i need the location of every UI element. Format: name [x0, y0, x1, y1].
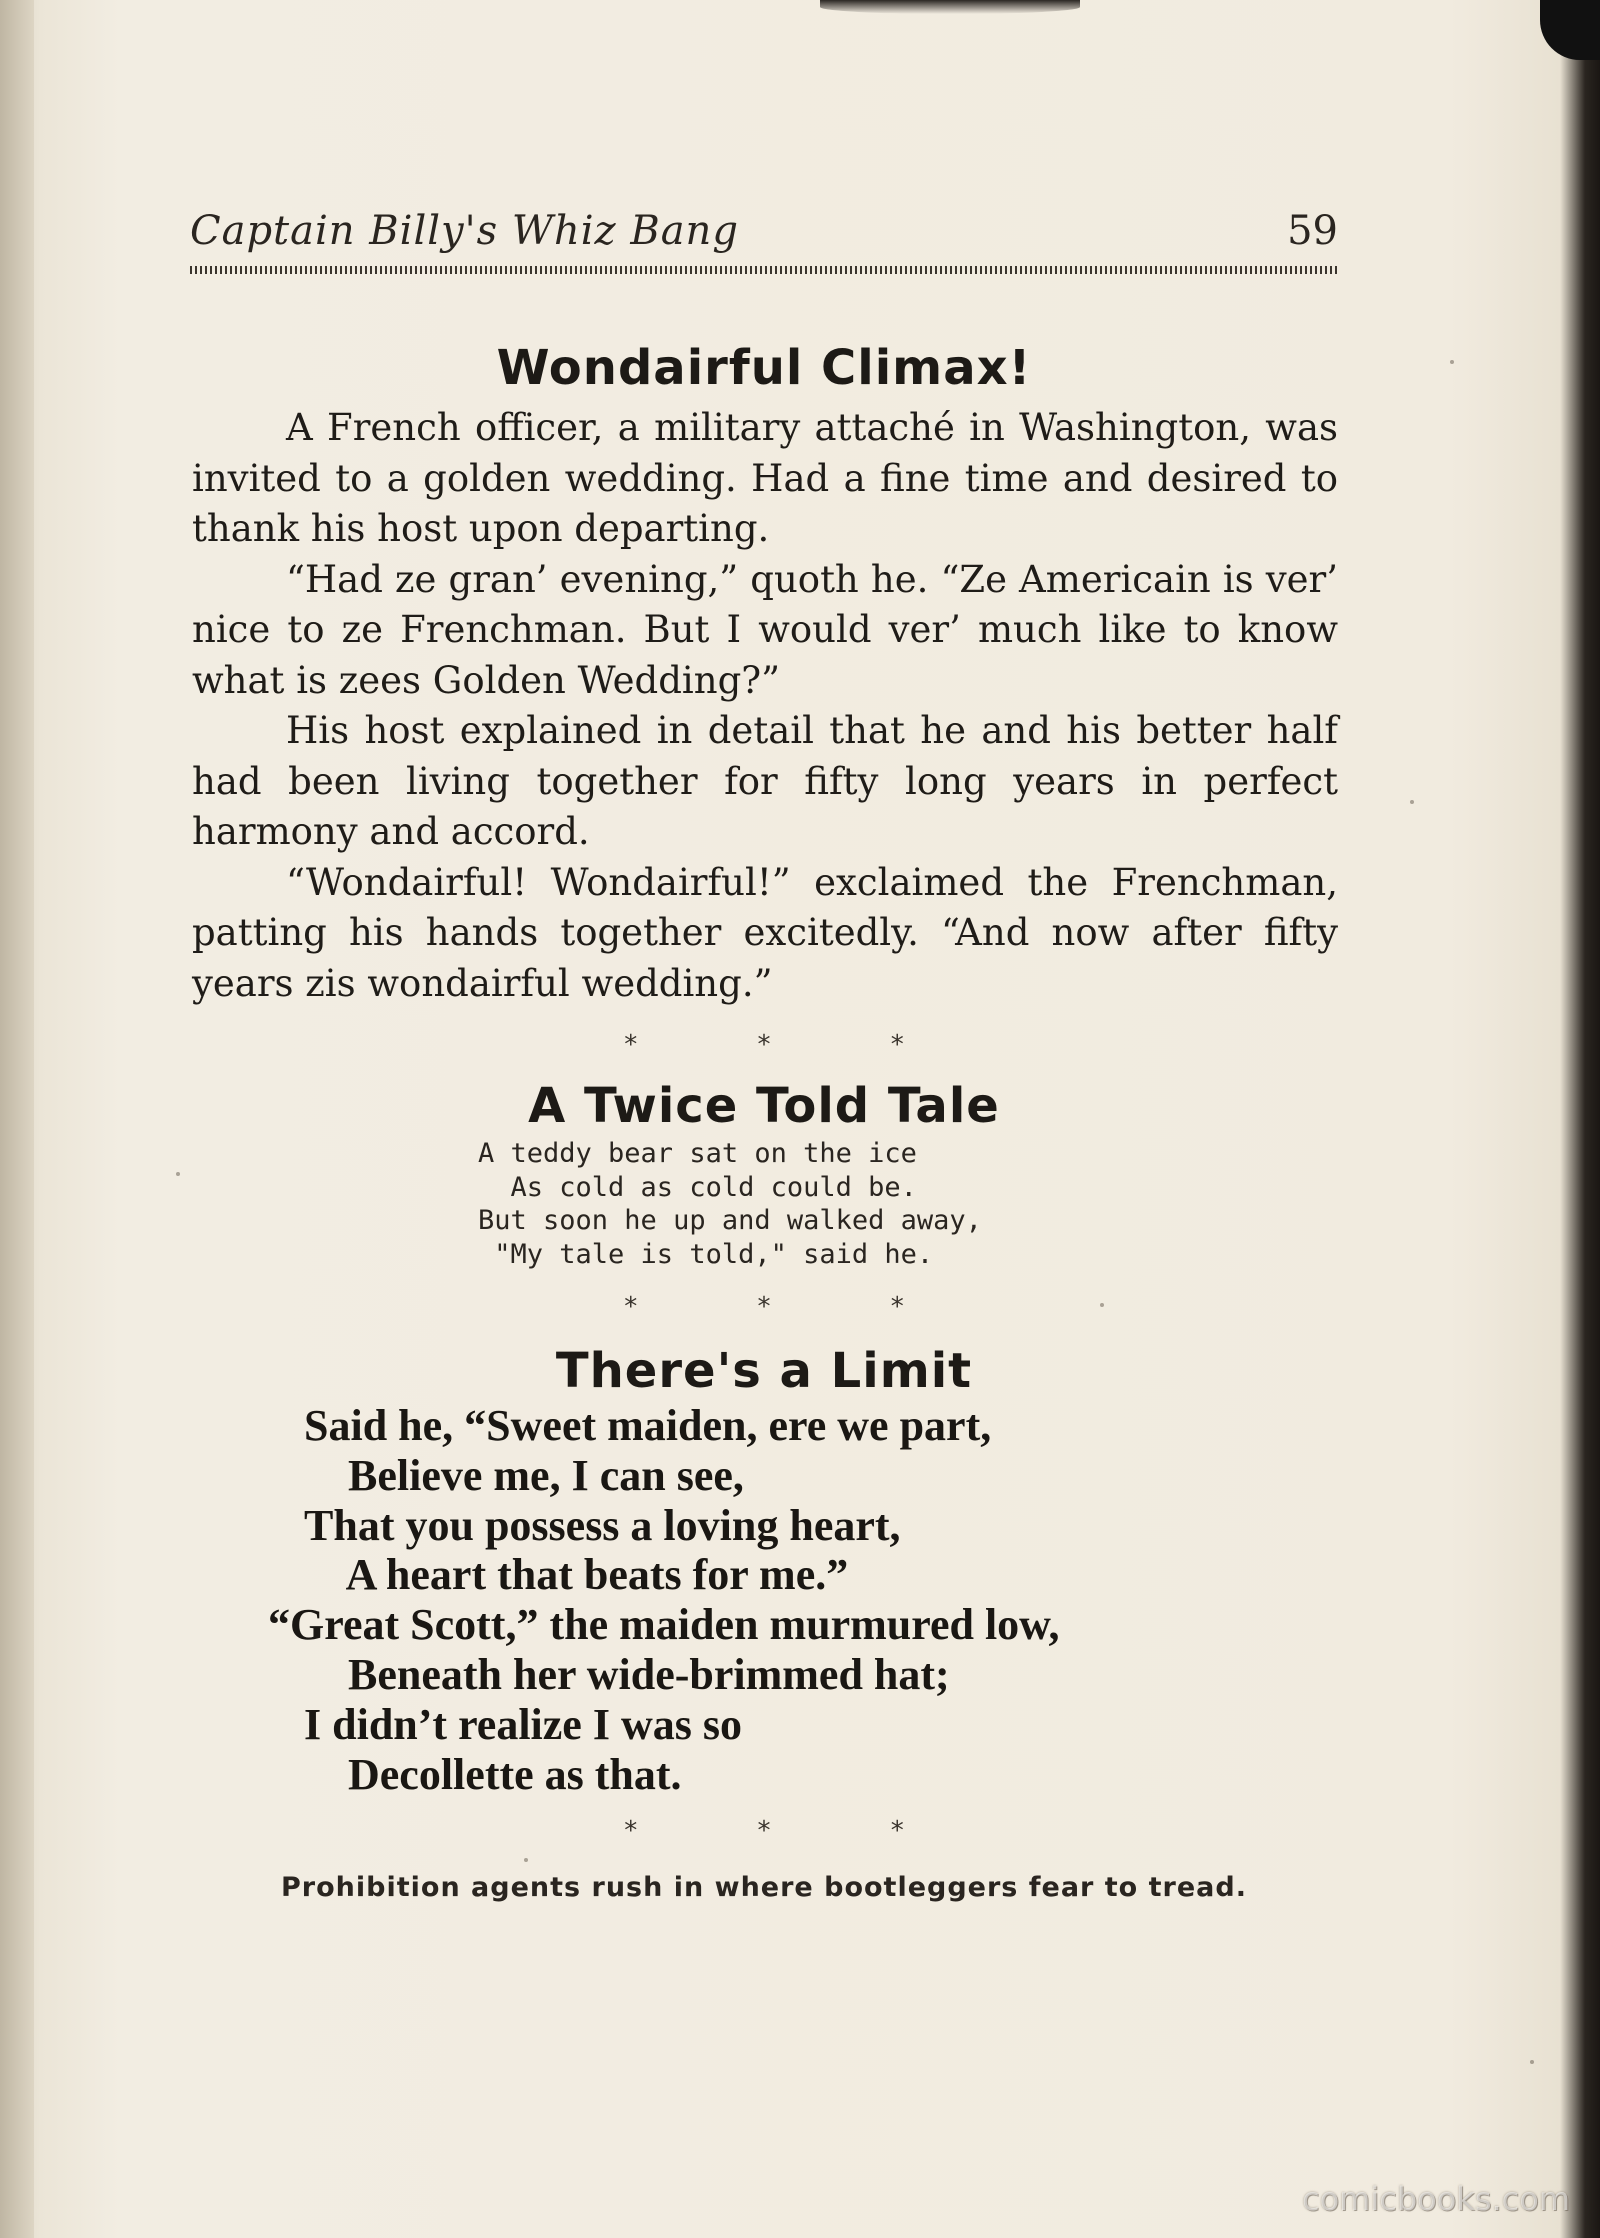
- verse-limit: [268, 1401, 1304, 1799]
- verse-line: Decollette as that.: [304, 1749, 682, 1799]
- paragraph: A French officer, a military attaché in Washington, was invited to a golden wedding. Had a fine time and desired to thank his host upon departing.: [192, 406, 1338, 550]
- paragraph: “Wondairful! Wondairful!” exclaimed the Frenchman, patting his hands together excitedly. “And now after fifty years zis wondairful wedding.”: [192, 860, 1338, 1005]
- verse-line: “Great Scott,” the maiden murmured low,: [268, 1600, 1060, 1650]
- paper-speck: [1530, 2060, 1534, 2064]
- magazine-title: Captain Billy's Whiz Bang: [190, 208, 739, 254]
- verse-line: I didn’t realize I was so: [304, 1699, 742, 1749]
- page-number: 59: [1287, 208, 1338, 254]
- paper-speck: [1450, 360, 1454, 364]
- verse-line: But soon he up and walked away,: [478, 1205, 982, 1236]
- paper-speck: [1100, 1303, 1104, 1307]
- verse-twice-told: [478, 1137, 1118, 1271]
- paper-speck: [1410, 800, 1414, 804]
- paper-speck: [176, 1172, 180, 1176]
- separator-stars: * * *: [624, 1030, 960, 1060]
- separator-stars: * * *: [624, 1816, 960, 1846]
- closing-quip: Prohibition agents rush in where bootleggers fear to tread.: [281, 1872, 1247, 1903]
- dark-corner: [1540, 0, 1600, 60]
- verse-line: Said he, “Sweet maiden, ere we part,: [304, 1401, 992, 1450]
- watermark: comicbooks.com: [1301, 2180, 1570, 2218]
- verse-line: A teddy bear sat on the ice: [478, 1138, 917, 1169]
- story-body-climax: [192, 403, 1338, 1009]
- page-header: [190, 208, 1338, 268]
- verse-line: As cold as cold could be.: [478, 1171, 917, 1203]
- paragraph: His host explained in detail that he and his better half had been living together for fifty long years in perfect harmony and accord.: [192, 709, 1338, 853]
- paper-speck: [524, 1858, 528, 1862]
- verse-line: Beneath her wide-brimmed hat;: [304, 1649, 950, 1699]
- verse-line: A heart that beats for me.”: [304, 1550, 849, 1600]
- story-title-limit: There's a Limit: [555, 1343, 973, 1399]
- verse-line: "My tale is told," said he.: [478, 1238, 934, 1270]
- top-edge-shadow: [820, 0, 1080, 14]
- paragraph: “Had ze gran’ evening,” quoth he. “Ze Americain is ver’ nice to ze Frenchman. But I would ver’ much like to know what is zees Golden Wedding?”: [192, 557, 1338, 702]
- verse-line: That you possess a loving heart,: [304, 1500, 901, 1550]
- story-title-climax: Wondairful Climax!: [496, 340, 1032, 396]
- story-title-twice-told: A Twice Told Tale: [528, 1078, 1000, 1134]
- page-spine: [0, 0, 34, 2238]
- header-rule: [190, 266, 1338, 274]
- verse-line: Believe me, I can see,: [304, 1450, 744, 1500]
- separator-stars: * * *: [624, 1292, 960, 1322]
